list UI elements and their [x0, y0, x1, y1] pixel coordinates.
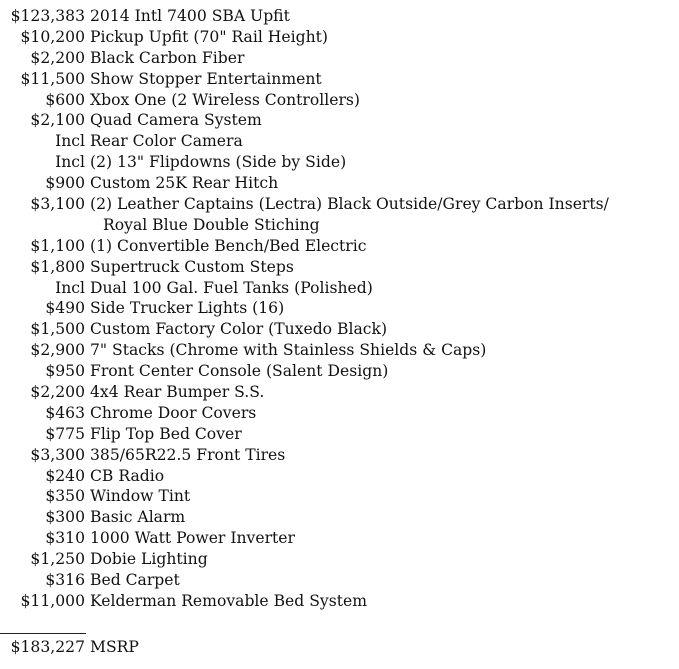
item-price: $2,200 — [30, 48, 85, 67]
item-price: $240 — [45, 466, 85, 485]
total-row — [0, 637, 679, 658]
item-price: Incl — [55, 132, 85, 151]
item-description: Flip Top Bed Cover — [90, 424, 242, 443]
item-price: $900 — [45, 174, 85, 193]
item-description: Dobie Lighting — [90, 550, 208, 569]
item-price: $1,500 — [30, 320, 85, 339]
line-item — [0, 591, 679, 612]
item-description: Side Trucker Lights (16) — [90, 299, 285, 318]
line-item — [0, 466, 679, 487]
line-item — [0, 319, 679, 340]
line-item — [0, 298, 679, 319]
line-item — [0, 424, 679, 445]
line-item — [0, 361, 679, 382]
line-item — [0, 528, 679, 549]
item-description: (1) Convertible Bench/Bed Electric — [90, 236, 367, 255]
line-item — [0, 6, 679, 27]
item-price: Incl — [55, 153, 85, 172]
item-price: $1,250 — [30, 550, 85, 569]
item-price: $1,800 — [30, 257, 85, 276]
item-price: $950 — [45, 362, 85, 381]
item-price: $600 — [45, 90, 85, 109]
line-item — [0, 69, 679, 90]
item-price: $775 — [45, 424, 85, 443]
item-price: $10,200 — [20, 27, 85, 46]
item-description: Window Tint — [90, 487, 191, 506]
line-item — [0, 382, 679, 403]
item-price: $3,100 — [30, 195, 85, 214]
item-description: Xbox One (2 Wireless Controllers) — [90, 90, 361, 109]
line-item — [0, 340, 679, 361]
line-item — [0, 570, 679, 591]
item-price: $490 — [45, 299, 85, 318]
item-price: $316 — [45, 571, 85, 590]
item-price: $2,100 — [30, 111, 85, 130]
line-item — [0, 403, 679, 424]
line-item — [0, 257, 679, 278]
line-item — [0, 278, 679, 299]
item-description: Bed Carpet — [90, 571, 180, 590]
item-description: Custom 25K Rear Hitch — [90, 174, 279, 193]
item-price: $350 — [45, 487, 85, 506]
item-description: Show Stopper Entertainment — [90, 69, 322, 88]
line-item — [0, 27, 679, 48]
item-price: $11,500 — [20, 69, 85, 88]
total-divider — [0, 633, 86, 634]
item-description: (2) Leather Captains (Lectra) Black Outside/Grey Carbon Inserts/ — [90, 195, 609, 214]
item-description: Front Center Console (Salent Design) — [90, 362, 389, 381]
item-description: Supertruck Custom Steps — [90, 257, 294, 276]
item-price: $300 — [45, 508, 85, 527]
item-price: $3,300 — [30, 445, 85, 464]
line-item — [0, 131, 679, 152]
item-description: (2) 13" Flipdowns (Side by Side) — [90, 153, 347, 172]
item-description: 385/65R22.5 Front Tires — [90, 445, 286, 464]
line-item — [0, 236, 679, 257]
item-description: Chrome Door Covers — [90, 403, 257, 422]
line-item — [0, 110, 679, 131]
line-item — [0, 48, 679, 69]
item-description: Quad Camera System — [90, 111, 262, 130]
item-price: $1,100 — [30, 236, 85, 255]
line-item — [0, 549, 679, 570]
item-description: Royal Blue Double Stiching — [103, 215, 320, 234]
item-price: $123,383 — [10, 7, 85, 25]
line-item — [0, 507, 679, 528]
line-item — [0, 152, 679, 173]
line-item — [0, 445, 679, 466]
line-item-continuation — [0, 215, 679, 236]
item-description: CB Radio — [90, 466, 165, 485]
item-price: $310 — [45, 529, 85, 548]
line-item — [0, 90, 679, 111]
item-price: $2,900 — [30, 341, 85, 360]
item-description: Dual 100 Gal. Fuel Tanks (Polished) — [90, 278, 373, 297]
item-description: 1000 Watt Power Inverter — [90, 529, 295, 548]
item-description: Kelderman Removable Bed System — [90, 591, 368, 610]
item-price: $2,200 — [30, 383, 85, 402]
item-description: 2014 Intl 7400 SBA Upfit — [90, 7, 290, 25]
price-list — [0, 6, 679, 612]
line-item — [0, 194, 679, 215]
item-description: Rear Color Camera — [90, 132, 243, 151]
line-item — [0, 173, 679, 194]
total-price: $183,227 — [10, 638, 85, 656]
item-description: Custom Factory Color (Tuxedo Black) — [90, 320, 388, 339]
item-description: Pickup Upfit (70" Rail Height) — [90, 27, 328, 46]
item-description: 7" Stacks (Chrome with Stainless Shields & Caps) — [90, 341, 487, 360]
item-description: Basic Alarm — [90, 508, 186, 527]
item-description: Black Carbon Fiber — [90, 48, 245, 67]
total-label: MSRP — [90, 638, 139, 656]
line-item — [0, 486, 679, 507]
item-price: Incl — [55, 278, 85, 297]
item-description: 4x4 Rear Bumper S.S. — [90, 383, 265, 402]
item-price: $463 — [45, 403, 85, 422]
item-price: $11,000 — [20, 591, 85, 610]
